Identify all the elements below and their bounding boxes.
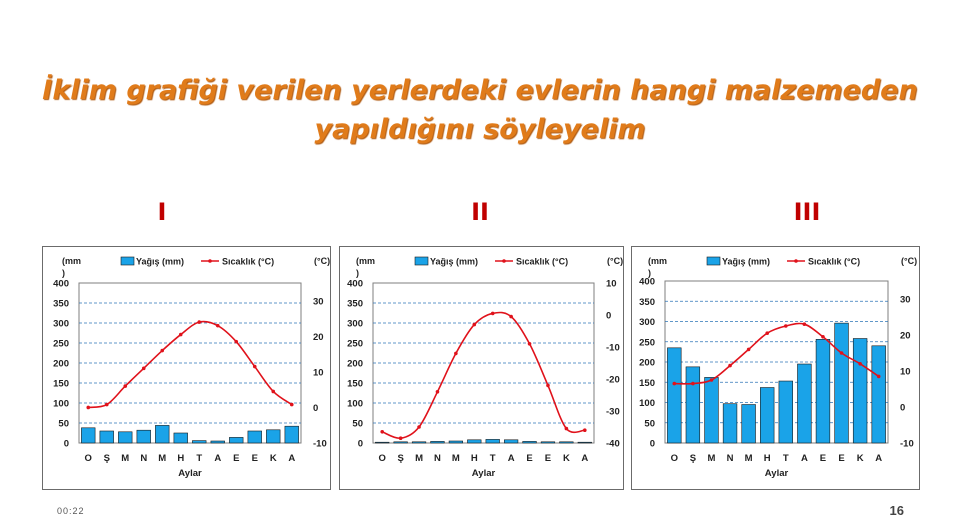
- left-tick-label: 100: [639, 398, 655, 409]
- month-label: E: [251, 453, 258, 464]
- slide-title-line-2: yapıldığını söyleyelim: [314, 114, 646, 145]
- temperature-point: [436, 390, 440, 394]
- temperature-point: [491, 312, 495, 316]
- month-label: E: [526, 453, 533, 464]
- right-tick-label: 10: [313, 367, 324, 379]
- left-unit-label: (mm: [648, 256, 668, 266]
- month-label: O: [84, 453, 92, 464]
- temperature-point: [728, 364, 732, 368]
- month-label: E: [838, 453, 845, 464]
- precip-bar: [100, 431, 114, 443]
- temperature-point: [417, 425, 421, 429]
- climate-chart-ii: [339, 246, 624, 490]
- left-unit-label-cont: ): [648, 268, 651, 278]
- temperature-line: [88, 322, 292, 408]
- left-tick-label: 300: [639, 317, 655, 328]
- month-label: M: [158, 453, 167, 464]
- left-tick-label: 150: [639, 377, 655, 389]
- legend-temp-marker: [502, 259, 506, 263]
- month-label: N: [140, 453, 148, 464]
- temperature-point: [803, 322, 807, 326]
- temperature-point: [747, 348, 751, 352]
- climate-chart-ii-svg: [340, 247, 623, 489]
- temperature-point: [765, 331, 769, 335]
- left-tick-label: 0: [357, 438, 363, 450]
- temperature-point: [672, 382, 676, 386]
- temperature-point: [271, 390, 275, 394]
- left-tick-label: 150: [53, 378, 69, 390]
- temperature-point: [399, 436, 403, 440]
- left-tick-label: 250: [639, 337, 655, 349]
- right-tick-label: 20: [313, 331, 324, 343]
- temperature-point: [253, 365, 257, 369]
- temperature-point: [380, 430, 384, 434]
- precip-bar: [667, 348, 681, 443]
- left-tick-label: 350: [347, 298, 363, 310]
- legend-temp-marker: [208, 259, 212, 263]
- right-unit-label: (°C): [314, 256, 330, 266]
- temperature-point: [105, 403, 109, 407]
- temperature-point: [840, 351, 844, 355]
- legend-precip-swatch: [415, 257, 428, 265]
- left-tick-label: 350: [639, 296, 655, 308]
- left-tick-label: 100: [347, 398, 363, 410]
- x-axis-label: Aylar: [764, 468, 789, 479]
- legend-precip-label: Yağış (mm): [722, 256, 771, 267]
- precip-bar: [467, 440, 481, 443]
- precip-bar: [118, 432, 132, 443]
- left-tick-label: 100: [53, 398, 69, 410]
- month-label: M: [744, 453, 753, 464]
- left-unit-label-cont: ): [356, 268, 359, 278]
- legend-precip-swatch: [707, 257, 720, 265]
- temperature-point: [565, 427, 569, 431]
- left-tick-label: 400: [639, 276, 655, 288]
- temperature-point: [583, 428, 587, 432]
- legend-precip-label: Yağış (mm): [430, 256, 479, 267]
- temperature-point: [509, 315, 513, 319]
- right-tick-label: 0: [606, 310, 612, 322]
- month-label: H: [763, 453, 771, 464]
- left-tick-label: 250: [53, 338, 69, 350]
- right-tick-label: -10: [606, 342, 620, 354]
- month-label: E: [544, 453, 552, 464]
- left-tick-label: 0: [63, 438, 69, 450]
- left-tick-label: 250: [347, 338, 363, 350]
- precip-bar: [816, 339, 830, 443]
- month-label: A: [875, 453, 883, 464]
- precip-bar: [705, 377, 719, 443]
- footer-time: 00:22: [57, 506, 85, 516]
- right-tick-label: -10: [900, 438, 914, 450]
- precip-bar: [853, 339, 867, 443]
- precip-bar: [797, 364, 811, 443]
- precip-bar: [742, 405, 756, 443]
- precip-bar: [211, 441, 225, 443]
- legend-temp-label: Sıcaklık (°C): [222, 256, 275, 267]
- temperature-point: [142, 367, 146, 371]
- left-tick-label: 350: [53, 298, 69, 310]
- left-tick-label: 150: [347, 378, 363, 390]
- precip-bar: [541, 442, 555, 443]
- left-tick-label: 200: [53, 358, 69, 370]
- month-label: A: [214, 453, 222, 464]
- legend-precip-label: Yağış (mm): [136, 256, 185, 267]
- precip-bar: [504, 440, 518, 443]
- climate-chart-iii: [631, 246, 920, 490]
- right-tick-label: -30: [606, 406, 620, 418]
- month-label: O: [378, 453, 386, 464]
- month-label: H: [470, 453, 478, 464]
- month-label: Ş: [103, 453, 110, 464]
- right-tick-label: -20: [606, 374, 620, 386]
- left-unit-label-cont: ): [62, 268, 65, 278]
- legend-temp-marker: [794, 259, 798, 263]
- temperature-point: [784, 324, 788, 328]
- temperature-point: [160, 349, 164, 353]
- temperature-point: [454, 352, 458, 356]
- month-label: K: [856, 453, 864, 464]
- temperature-point: [216, 324, 220, 328]
- precip-bar: [523, 441, 537, 443]
- temperature-point: [528, 342, 532, 346]
- month-label: A: [288, 453, 296, 464]
- precip-bar: [723, 404, 737, 443]
- right-unit-label: (°C): [901, 256, 918, 266]
- right-tick-label: 10: [900, 366, 911, 378]
- precip-bar: [248, 431, 262, 443]
- left-tick-label: 400: [347, 278, 363, 290]
- chart-label-ii: II: [471, 198, 489, 226]
- precip-bar: [872, 346, 886, 443]
- legend-precip-swatch: [121, 257, 134, 265]
- right-tick-label: 20: [900, 330, 911, 342]
- month-label: K: [562, 453, 570, 464]
- precip-bar: [449, 441, 463, 443]
- month-label: T: [782, 453, 789, 464]
- precip-bar: [394, 442, 408, 443]
- temperature-point: [86, 406, 90, 410]
- right-tick-label: -40: [606, 438, 620, 450]
- right-tick-label: -10: [313, 438, 327, 450]
- left-tick-label: 400: [53, 278, 69, 290]
- right-unit-label: (°C): [607, 256, 623, 266]
- temperature-point: [821, 335, 825, 339]
- month-label: M: [707, 453, 716, 464]
- month-label: Ş: [689, 453, 697, 464]
- month-label: N: [434, 453, 441, 464]
- left-tick-label: 50: [644, 418, 655, 430]
- left-tick-label: 200: [639, 357, 655, 369]
- x-axis-label: Aylar: [178, 468, 202, 479]
- left-tick-label: 0: [649, 438, 655, 450]
- temperature-point: [472, 323, 476, 327]
- month-label: O: [670, 453, 678, 464]
- legend-temp-label: Sıcaklık (°C): [808, 256, 861, 267]
- precip-bar: [486, 439, 500, 443]
- chart-label-iii: III: [793, 198, 821, 226]
- month-label: E: [819, 453, 827, 464]
- precip-bar: [192, 441, 206, 443]
- precip-bar: [560, 442, 574, 443]
- precip-bar: [266, 430, 280, 443]
- temperature-point: [179, 333, 183, 337]
- month-label: H: [177, 453, 185, 464]
- x-axis-label: Aylar: [471, 468, 496, 479]
- precip-bar: [835, 323, 849, 443]
- right-tick-label: 30: [313, 296, 324, 308]
- left-tick-label: 200: [347, 358, 363, 370]
- precip-bar: [375, 442, 389, 443]
- precip-bar: [431, 441, 445, 443]
- precip-bar: [686, 367, 700, 443]
- temperature-point: [234, 340, 238, 344]
- month-label: T: [489, 453, 496, 464]
- month-label: A: [800, 453, 808, 464]
- left-tick-label: 300: [347, 318, 363, 330]
- month-label: T: [196, 453, 203, 464]
- precip-bar: [229, 437, 243, 443]
- precip-bar: [137, 430, 151, 443]
- climate-chart-i-svg: [43, 247, 330, 489]
- precip-bar: [412, 442, 426, 443]
- slide-title-line-1: İklim grafiği verilen yerlerdeki evlerin hangi malzemeden: [42, 75, 918, 106]
- climate-chart-iii-svg: [632, 247, 919, 489]
- month-label: M: [121, 453, 130, 464]
- page-number: 16: [889, 503, 904, 518]
- precip-bar: [760, 388, 774, 443]
- precip-bar: [155, 425, 169, 443]
- temperature-point: [546, 384, 550, 388]
- temperature-point: [691, 382, 695, 386]
- precip-bar: [578, 442, 592, 443]
- temperature-point: [877, 375, 881, 379]
- left-tick-label: 300: [53, 318, 69, 330]
- temperature-point: [858, 362, 862, 366]
- right-tick-label: 30: [900, 294, 911, 306]
- left-unit-label: (mm: [62, 256, 82, 266]
- legend-temp-label: Sıcaklık (°C): [516, 256, 569, 267]
- left-tick-label: 50: [352, 418, 363, 430]
- month-label: N: [726, 453, 734, 464]
- month-label: A: [581, 453, 589, 464]
- month-label: K: [269, 453, 277, 464]
- temperature-point: [290, 403, 294, 407]
- temperature-point: [123, 384, 127, 388]
- right-tick-label: 0: [313, 402, 319, 414]
- precip-bar: [81, 428, 95, 443]
- month-label: A: [507, 453, 515, 464]
- left-unit-label: (mm: [356, 256, 376, 266]
- precip-bar: [174, 433, 188, 443]
- temperature-line: [382, 312, 585, 438]
- precip-bar: [779, 381, 793, 443]
- chart-label-i: I: [157, 198, 167, 226]
- month-label: M: [415, 453, 424, 464]
- month-label: E: [233, 453, 240, 464]
- left-tick-label: 50: [58, 418, 69, 430]
- precip-bar: [285, 426, 299, 443]
- right-tick-label: 10: [606, 278, 617, 290]
- month-label: Ş: [397, 453, 404, 464]
- right-tick-label: 0: [900, 402, 906, 414]
- climate-chart-i: [42, 246, 331, 490]
- temperature-point: [710, 378, 714, 382]
- temperature-point: [197, 320, 201, 324]
- month-label: M: [451, 453, 460, 464]
